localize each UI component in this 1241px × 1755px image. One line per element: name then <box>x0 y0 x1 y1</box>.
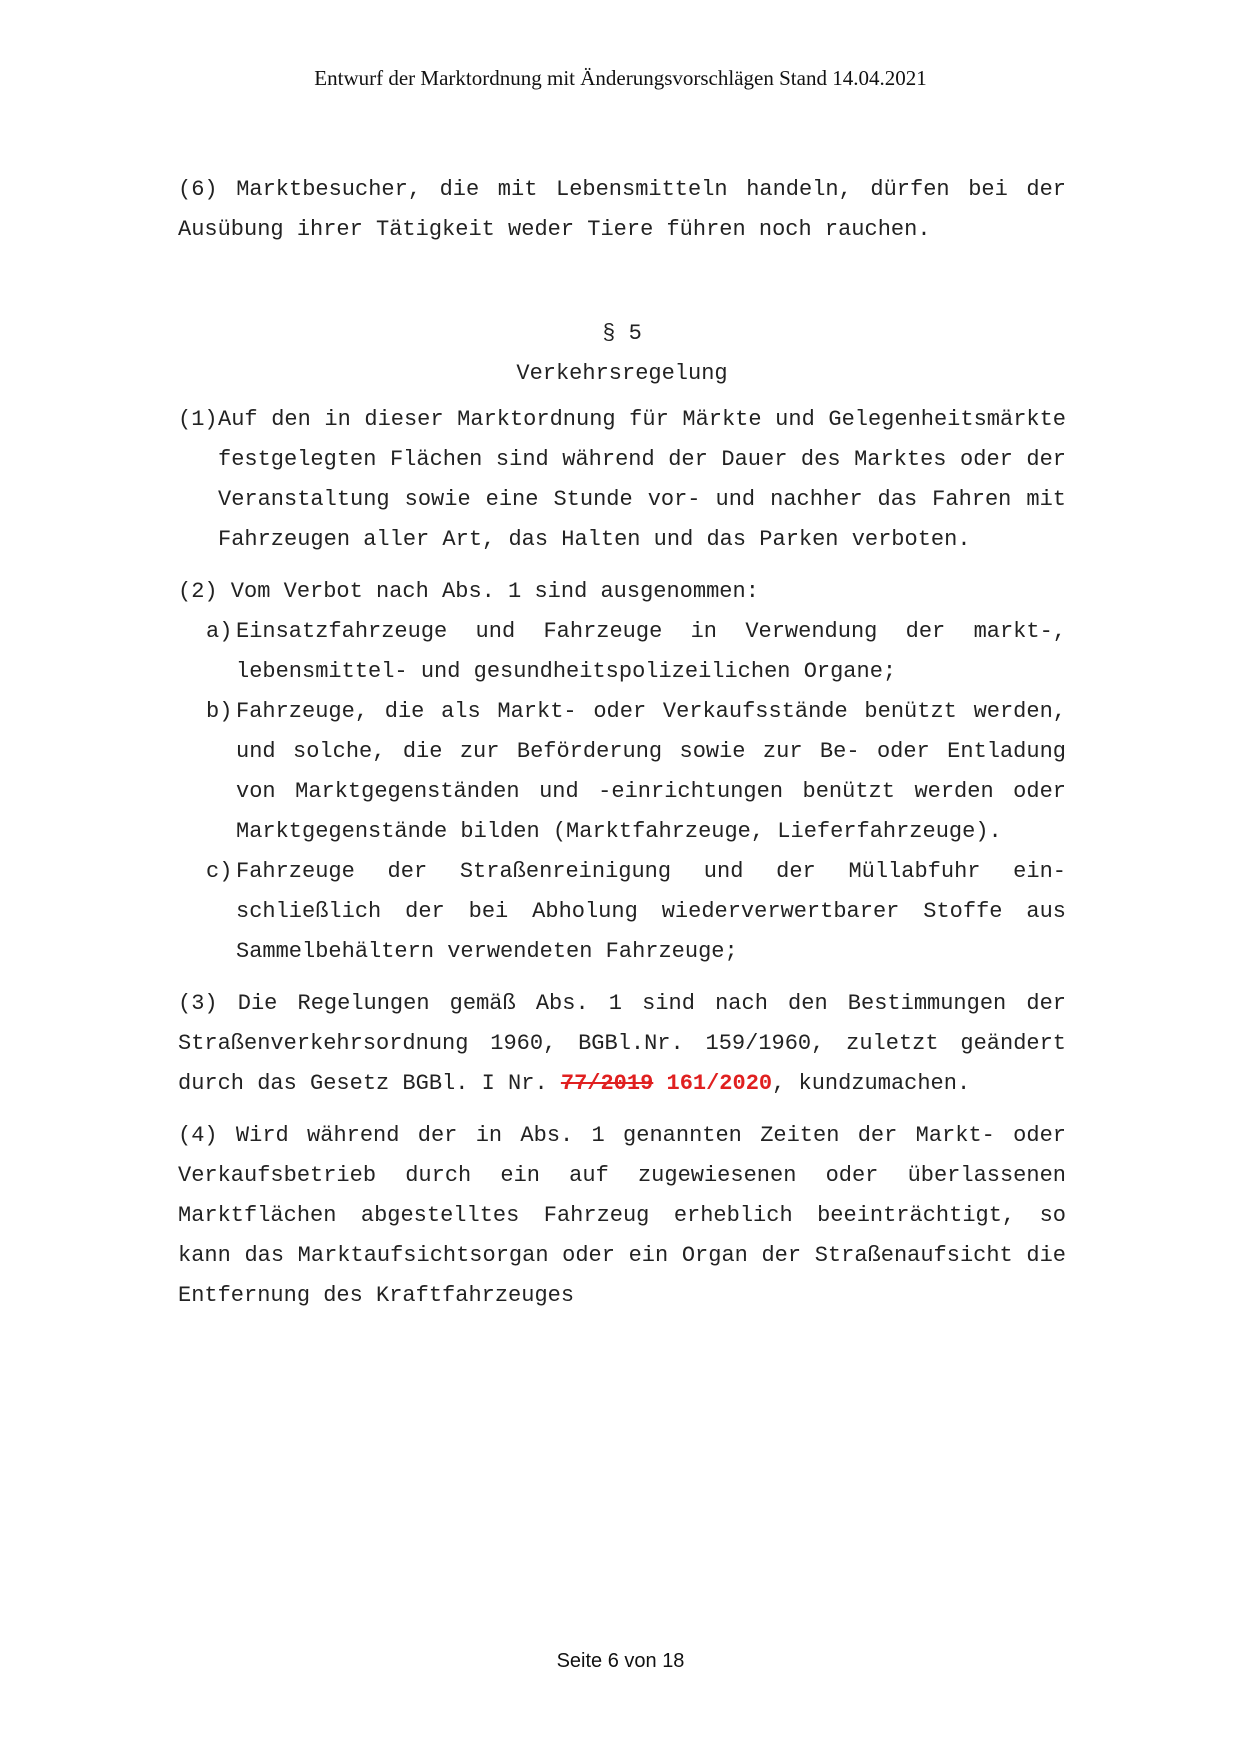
deleted-citation: 77/2019 <box>560 1071 654 1096</box>
list-item-text: Einsatzfahrzeuge und Fahrzeuge in Verwendung der markt-, lebensmittel- und gesundheitspolizeilichen Organe; <box>236 619 1066 684</box>
paragraph-4: (4) Wird während der in Abs. 1 genannten Zeiten der Markt- oder Verkaufsbetrieb durch ein auf zugewiesenen oder überlassenen Marktflächen abgestelltes Fahrzeug erheblich beeinträchtigt, so kann das Marktaufsichtsorgan oder ein Organ der Straßenaufsicht die Entfernung des Kraftfahrzeuges <box>178 1123 1066 1308</box>
list-item-label: a) <box>206 619 233 644</box>
list-item-label: b) <box>206 699 233 724</box>
paragraph-1-label: (1) <box>178 407 231 432</box>
paragraph-1-text: Auf den in dieser Marktordnung für Märkte und Gelegenheitsmärkte festgelegten Flächen sind während der Dauer des Marktes oder der Veranstaltung sowie eine Stunde vor- und nachher das Fahren mit Fahrzeugen aller Art, das Halten und das Parken verboten. <box>218 407 1066 552</box>
list-item-c <box>206 852 1066 972</box>
inserted-citation: 161/2020 <box>666 1071 773 1096</box>
paragraph-3-text-before: (3) Die Regelungen gemäß Abs. 1 sind nach den Bestimmungen der Straßenverkehrsordnung 1960, BGBl.Nr. 159/1960, zuletzt geändert durch das Gesetz BGBl. I Nr. <box>178 991 1066 1096</box>
paragraph-2-intro: (2) Vom Verbot nach Abs. 1 sind ausgenommen: <box>178 579 759 604</box>
list-item-text: Fahrzeuge, die als Markt- oder Verkaufsstände benützt werden, und solche, die zur Beförderung sowie zur Be- oder Entladung von Marktgegenständen und -einrichtungen benützt werden oder Marktgegenstände bilden (Marktfahrzeuge, Lieferfahrzeuge). <box>236 699 1066 844</box>
paragraph-2 <box>178 572 1066 972</box>
list-item-b <box>206 692 1066 852</box>
section-number: § 5 <box>602 321 642 346</box>
list-item-label: c) <box>206 859 233 884</box>
paragraph-6: (6) Marktbesucher, die mit Lebensmitteln handeln, dürfen bei der Ausübung ihrer Tätigkeit weder Tiere führen noch rauchen. <box>178 177 1066 242</box>
paragraph-3-text-after: , kundzumachen. <box>772 1071 971 1096</box>
list-item-text: Fahrzeuge der Straßenreinigung und der Müllabfuhr einschließlich der bei Abholung wiederverwertbarer Stoffe aus Sammelbehältern verwendeten Fahrzeuge; <box>236 859 1066 964</box>
list-item-a <box>206 612 1066 692</box>
section-title: Verkehrsregelung <box>516 361 728 386</box>
page-number: Seite 6 von 18 <box>556 1650 685 1672</box>
document-body <box>178 170 1066 1316</box>
paragraph-1 <box>178 400 1066 560</box>
page-header: Entwurf der Marktordnung mit Änderungsvorschlägen Stand 14.04.2021 <box>314 66 927 90</box>
paragraph-3 <box>178 984 1066 1104</box>
